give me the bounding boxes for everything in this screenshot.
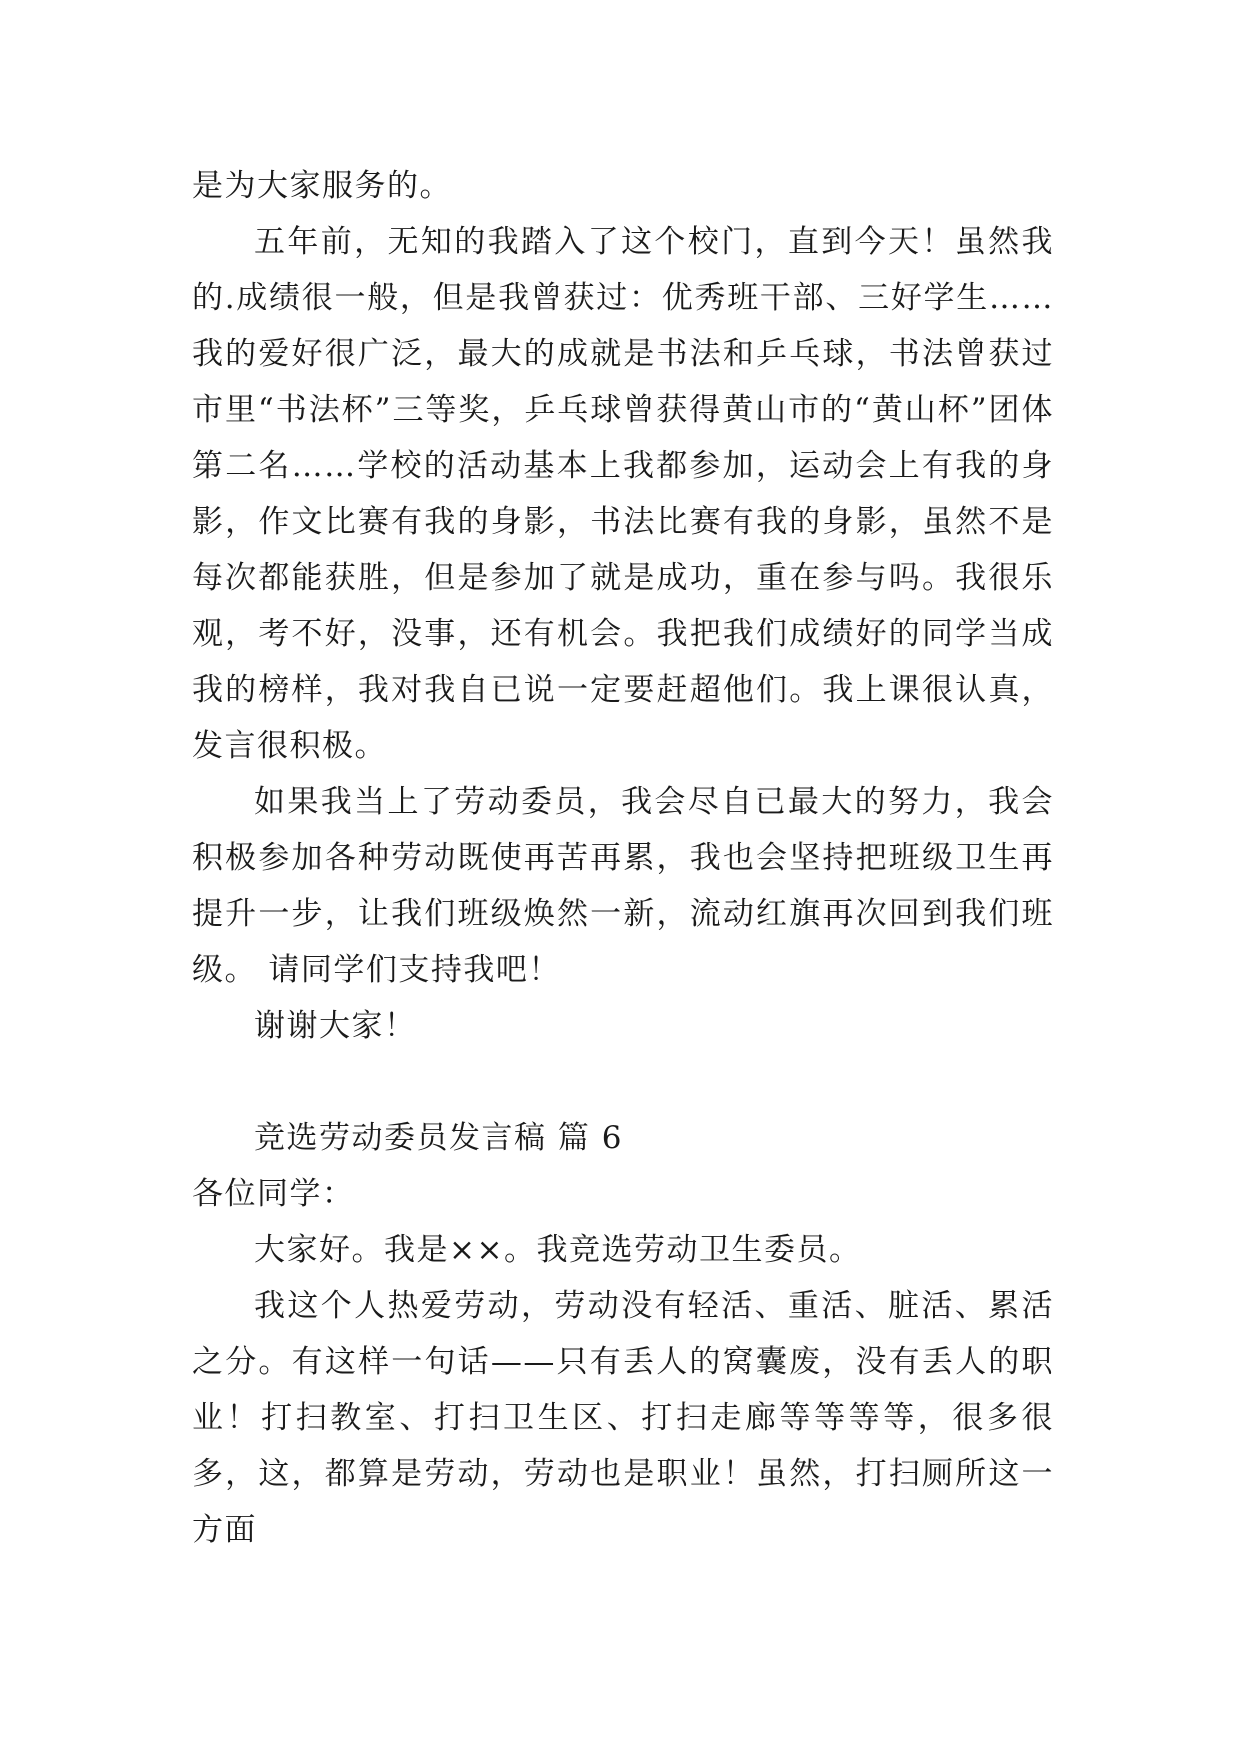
document-body	[192, 158, 1054, 1558]
paragraph-promise: 如果我当上了劳动委员，我会尽自已最大的努力，我会积极参加各种劳动既使再苦再累，我也会坚持把班级卫生再提升一步，让我们班级焕然一新，流动红旗再次回到我们班级。 请同学们支持我吧！	[192, 784, 1054, 988]
paragraph-greeting: 大家好。我是××。我竞选劳动卫生委员。	[254, 1232, 862, 1268]
paragraph-thanks: 谢谢大家！	[254, 1008, 417, 1044]
paragraph-experience: 五年前，无知的我踏入了这个校门，直到今天！虽然我的.成绩很一般，但是我曾获过：优秀班干部、三好学生……我的爱好很广泛，最大的成就是书法和乒乓球，书法曾获过市里“书法杯”三等奖，乒乓球曾获得黄山市的“黄山杯”团体第二名……学校的活动基本上我都参加，运动会上有我的身影，作文比赛有我的身影，书法比赛有我的身影，虽然不是每次都能获胜，但是参加了就是成功，重在参与吗。我很乐观，考不好，没事，还有机会。我把我们成绩好的同学当成我的榜样，我对我自已说一定要赶超他们。我上课很认真，发言很积极。	[192, 224, 1054, 764]
paragraph-continuation: 是为大家服务的。	[192, 168, 452, 204]
paragraph-love-labor: 我这个人热爱劳动，劳动没有轻活、重活、脏活、累活之分。有这样一句话——只有丢人的窝囊废，没有丢人的职业！打扫教室、打扫卫生区、打扫走廊等等等等，很多很多，这，都算是劳动，劳动也是职业！虽然，打扫厕所这一方面	[192, 1288, 1054, 1548]
paragraph-salutation: 各位同学：	[192, 1176, 355, 1212]
blank-line	[192, 1054, 1054, 1110]
section-title: 竞选劳动委员发言稿 篇 6	[254, 1120, 623, 1156]
